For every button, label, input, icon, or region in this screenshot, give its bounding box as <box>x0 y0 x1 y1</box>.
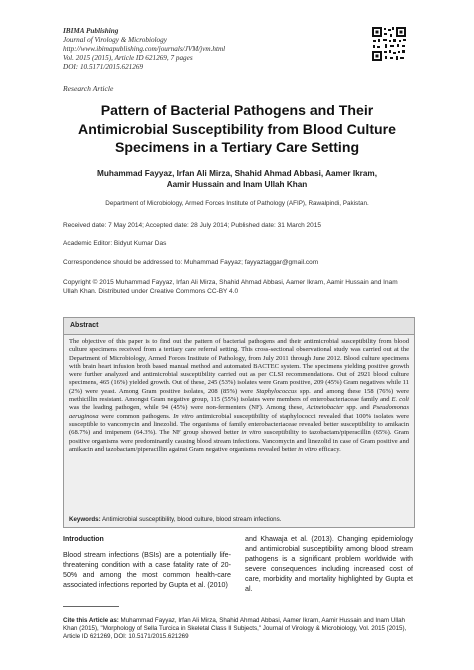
doi-line: DOI: 10.5171/2015.621269 <box>63 62 144 71</box>
abstract-italic: Pseudomonas aeruginosa <box>69 404 409 420</box>
abstract-part: spp. and <box>343 404 373 412</box>
journal-url[interactable]: http://www.ibimapublishing.com/journals/JVM/jvm.html <box>63 44 226 53</box>
article-type: Research Article <box>63 84 114 93</box>
abstract-italic: Staphylococcus <box>256 387 297 395</box>
paper-title: Pattern of Bacterial Pathogens and Their Antimicrobial Susceptibility from Blood Culture Specimens in a Tertiary Care Setting <box>78 102 396 155</box>
abstract-italic: In vitro <box>173 412 194 420</box>
abstract-part: antimicrobial susceptibility of staphylococci revealed that 100% isolates were susceptible to vancomycin and linezolid. The organisms of family enterobacteriaceae revealed better susceptibility to amikacin (68.7%) and imipenem (64.3%). The NF group showed better <box>69 412 409 437</box>
abstract-part: susceptibility to tazobactam/piperacillin (65%). Gram positive organisms were predominantly causing blood stream infections. Vancomycin and linezolid in case of Gram positive and amikacin and tazobactam/piperacillin against Gram negative organisms revealed better <box>69 429 409 453</box>
correspondence: Correspondence should be addressed to: Muhammad Fayyaz; fayyaztaggar@gmail.com <box>63 259 319 266</box>
keywords-label: Keywords: <box>69 516 101 523</box>
abstract-part: were common pathogens. <box>98 412 174 420</box>
academic-editor: Academic Editor: Bidyut Kumar Das <box>63 240 167 247</box>
author-list <box>63 169 411 190</box>
introduction-heading: Introduction <box>63 536 104 543</box>
abstract-part: spp. and among these 158 (76%) were methicillin resistant. Amongst Gram negative group, 115 (55%) isolates were members of enterobacteriaceae family and <box>69 387 410 404</box>
affiliation: Department of Microbiology, Armed Forces Institute of Pathology (AFIP), Rawalpindi, Pakistan. <box>105 200 369 207</box>
abstract-part: was the leading pathogen, while 94 (45%) were non-fermenters (NF). Among these, <box>69 404 307 412</box>
citation-note <box>63 617 413 641</box>
abstract-heading: Abstract <box>63 317 415 335</box>
abstract-text <box>69 338 409 454</box>
abstract-italic: E. coli <box>391 396 409 404</box>
keywords-text: Antimicrobial susceptibility, blood culture, blood stream infections. <box>100 516 282 523</box>
keywords-line <box>69 516 409 523</box>
author-line-2: Aamir Hussain and Inam Ullah Khan <box>166 179 308 189</box>
abstract-part: efficacy. <box>316 445 341 453</box>
dates-line: Received date: 7 May 2014; Accepted date: 28 July 2014; Published date: 31 March 2015 <box>63 222 322 229</box>
introduction-column-right: and Khawaja et al. (2013). Changing epidemiology and antimicrobial susceptibility among blood stream pathogens is a significant problem worldwide with severe consequences including increased cost of care, morbidity and mortality highlighted by Gupta et al. <box>245 535 413 593</box>
journal-header <box>63 27 225 72</box>
citation-label: Cite this Article as: <box>63 617 119 624</box>
journal-name: Journal of Virology & Microbiology <box>63 35 167 44</box>
footnote-divider <box>63 606 119 607</box>
abstract-italic: in vitro <box>241 429 262 437</box>
publisher-name: IBIMA Publishing <box>63 27 119 35</box>
citation-text: Muhammad Fayyaz, Irfan Ali Mirza, Shahid Ahmad Abbasi, Aamer Ikram, Aamir Hussain and Inam Ullah Khan (2015), "Morphology of Sella Turcica in Skeletal Class II Subjects," Journal of Virology & Microbiology, Vol. 2015 (2015), Article ID 621269, DOI: 10.5171/2015.621269 <box>63 617 407 641</box>
qr-code-icon <box>371 26 407 62</box>
abstract-italic: Acinetobacter <box>306 404 344 412</box>
abstract-italic: in vitro <box>298 445 317 453</box>
author-line-1: Muhammad Fayyaz, Irfan Ali Mirza, Shahid Ahmad Abbasi, Aamer Ikram, <box>97 169 377 178</box>
abstract-part: The objective of this paper is to find out the pattern of bacterial pathogens and their antimicrobial susceptibility from blood culture specimens received from a tertiary care referral setting. This cross-sectional observational study was carried out at the Department of Microbiology, Armed Forces Institute of Pathology, from July 2011 through June 2012. Blood culture specimens with brain heart infusion broth based manual method and automated BACTEC system. The specimens yielding positive growth were further analyzed and antimicrobial susceptibility carried out as per CLSI recommendations. Out of 2921 blood culture specimens, 465 (16%) yielded growth. Out of these, 245 (53%) isolates were Gram positive, 209 (45%) Gram negatives while 11 (2%) were yeast. Among Gram positive isolates, 208 (85%) were <box>69 338 409 395</box>
copyright-notice: Copyright © 2015 Muhammad Fayyaz, Irfan Ali Mirza, Shahid Ahmad Abbasi, Aamer Ikram, Aamir Hussain and Inam Ullah Khan. Distributed under Creative Commons CC-BY 4.0 <box>63 279 398 295</box>
introduction-column-left: Blood stream infections (BSIs) are a potentially life-threatening condition with a case fatality rate of 20-50% and among the most common health-care associated infections reported by Gupta et al. (2010) <box>63 551 231 589</box>
volume-line: Vol. 2015 (2015), Article ID 621269, 7 pages <box>63 53 193 62</box>
